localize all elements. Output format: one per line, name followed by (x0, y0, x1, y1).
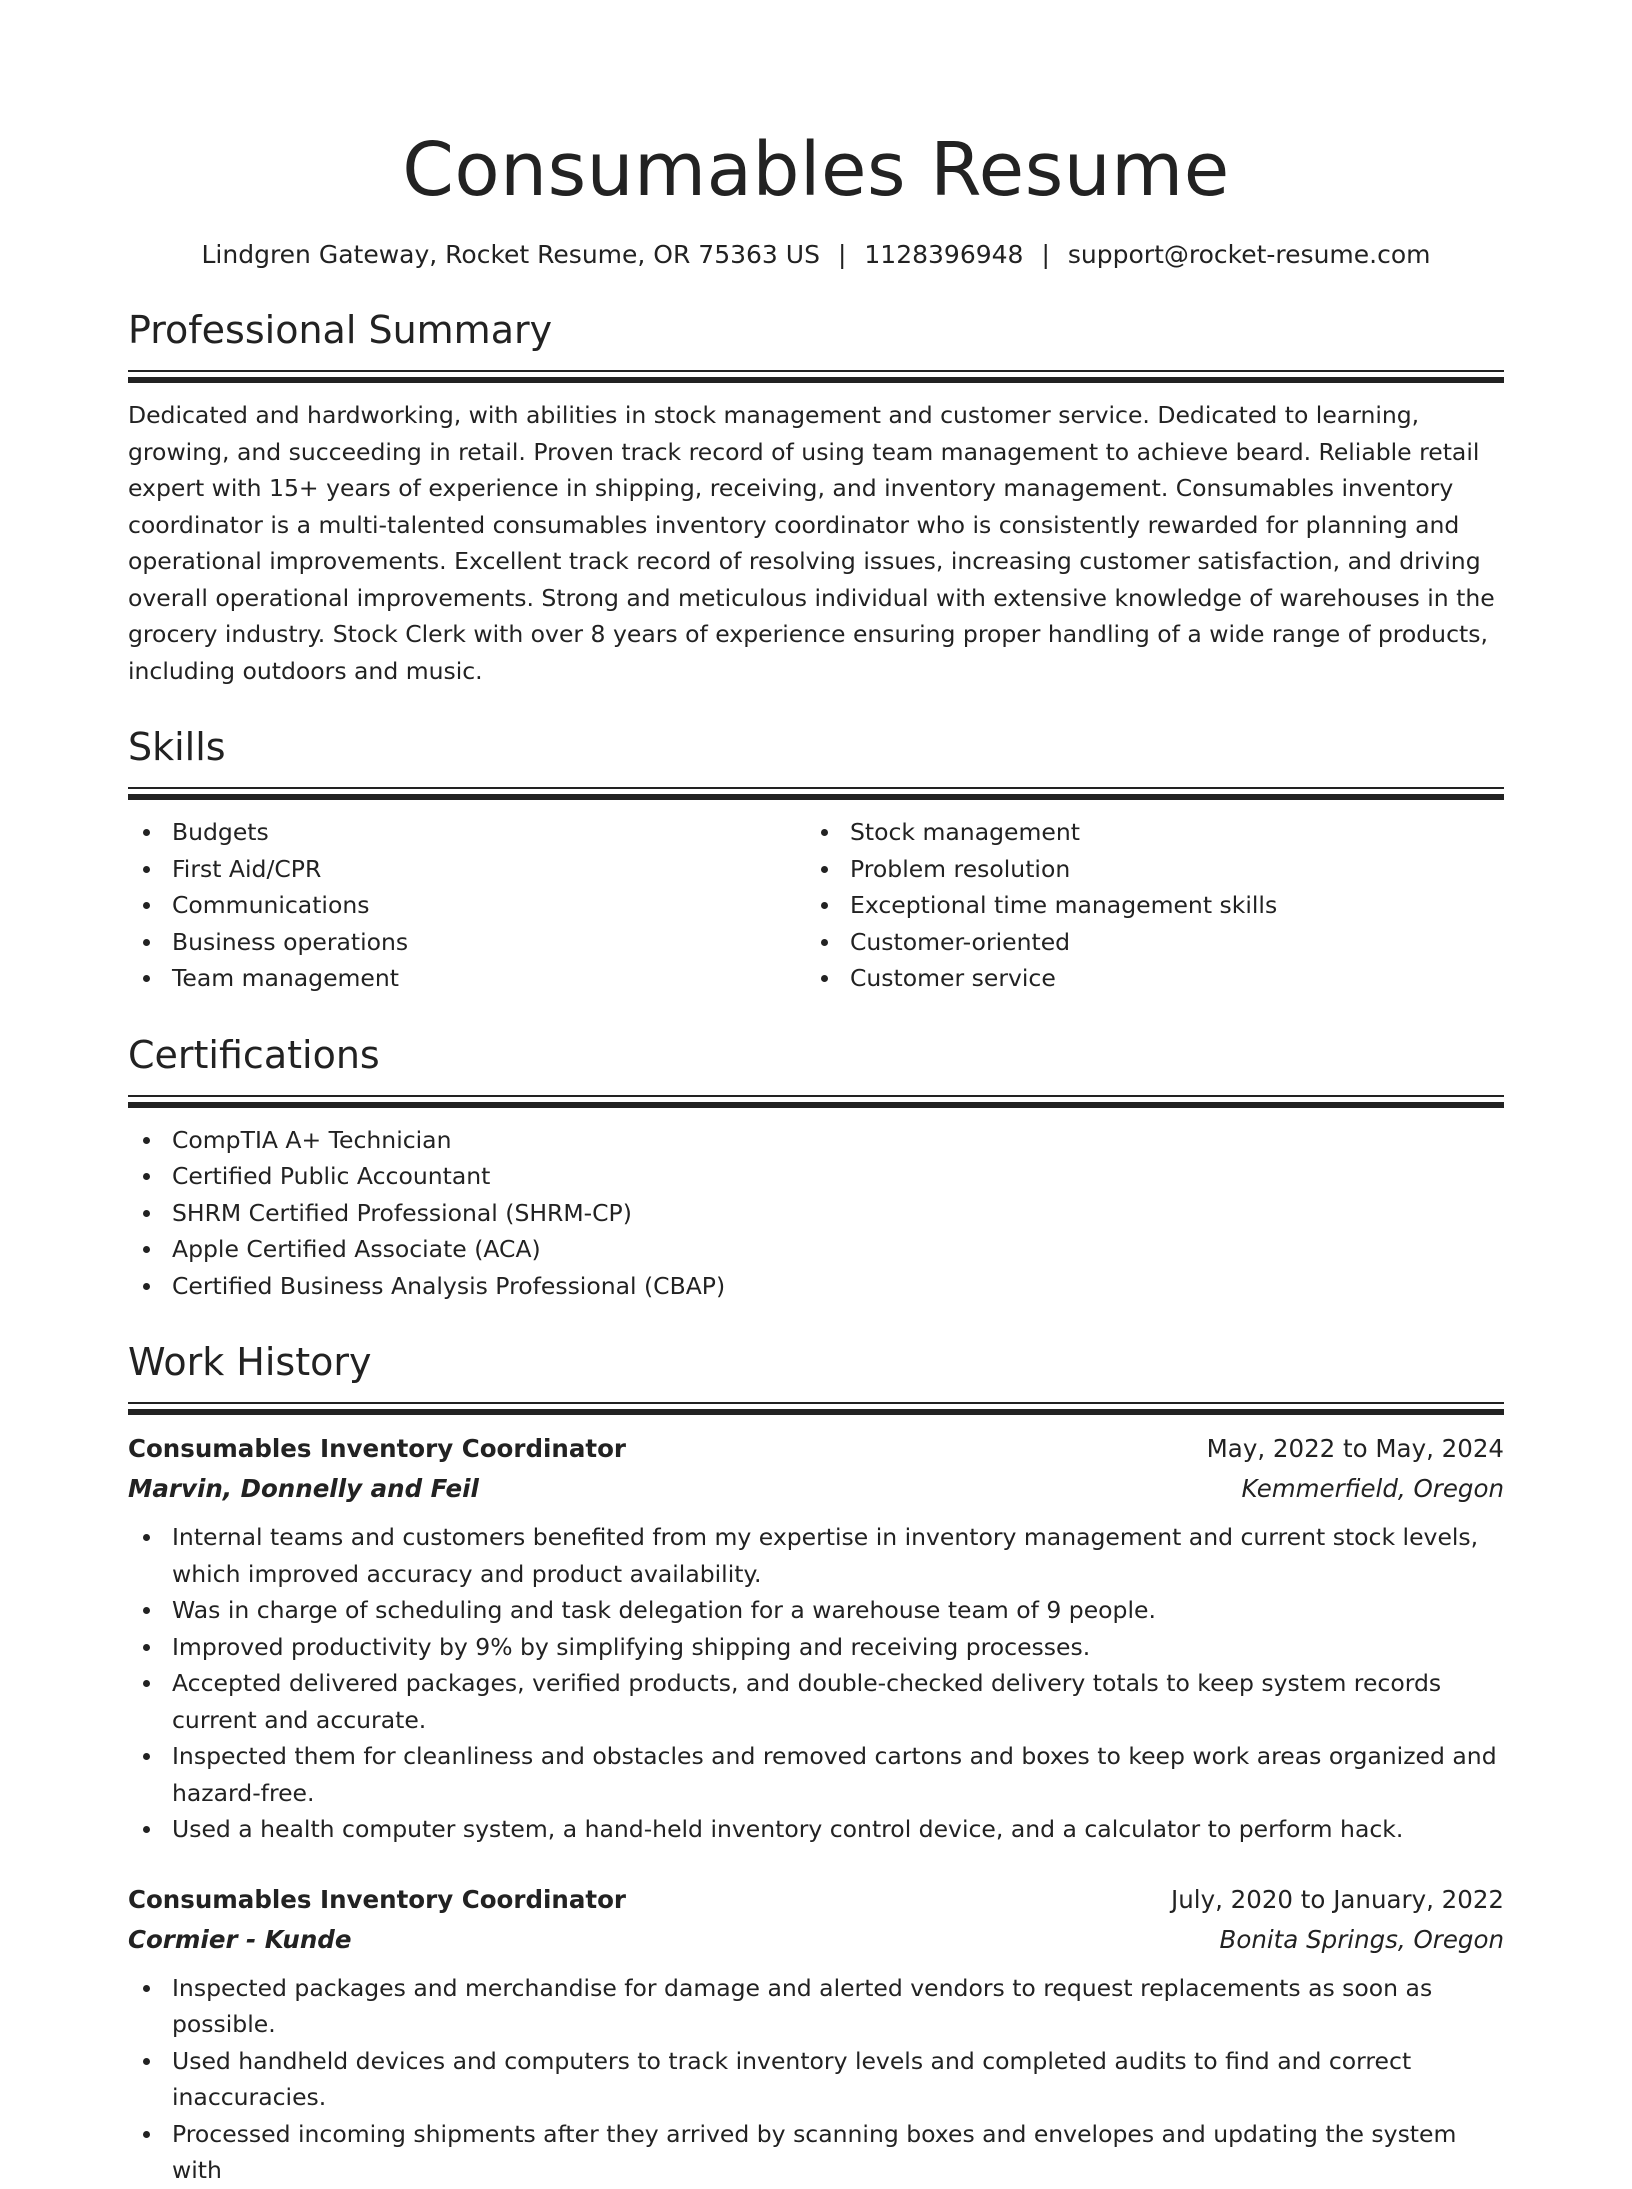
section-divider-thin (128, 787, 1504, 789)
section-title-work-history: Work History (128, 1340, 372, 1384)
summary-text: Dedicated and hardworking, with abilities in stock management and customer service. Dedicated to learning, growing, and succeeding in retail. Proven track record of using team management to achieve beard. Reliable retail expert with 15+ years of experience in shipping, receiving, and inventory management. Consumables inventory coordinator is a multi-talented consumables inventory coordinator who is consistently rewarded for planning and operational improvements. Excellent track record of resolving issues, increasing customer satisfaction, and driving overall operational improvements. Strong and meticulous individual with extensive knowledge of warehouses in the grocery industry. Stock Clerk with over 8 years of experience ensuring proper handling of a wide range of products, including outdoors and music. (128, 401, 1495, 685)
work-history-section (128, 1338, 1504, 2189)
skill-item: First Aid/CPR (128, 851, 806, 888)
resume-page (128, 0, 1504, 2189)
job-header-row (128, 1880, 1504, 1920)
skill-item: Problem resolution (806, 851, 1484, 888)
job-bullet: Used a health computer system, a hand-held inventory control device, and a calculator to perform hack. (128, 1811, 1504, 1848)
contact-address: Lindgren Gateway, Rocket Resume, OR 75363 US (201, 240, 820, 269)
section-title-certifications: Certifications (128, 1032, 380, 1077)
job-bullet: Used handheld devices and computers to track inventory levels and completed audits to find and correct inaccuracies. (128, 2043, 1504, 2116)
certification-item: SHRM Certified Professional (SHRM-CP) (128, 1195, 1504, 1232)
certification-item: Certified Business Analysis Professional (CBAP) (128, 1268, 1504, 1305)
job-bullet: Accepted delivered packages, verified products, and double-checked delivery totals to keep system records current and accurate. (128, 1665, 1504, 1738)
job-bullet: Inspected packages and merchandise for damage and alerted vendors to request replacements as soon as possible. (128, 1970, 1504, 2043)
skills-list-right (806, 814, 1484, 997)
contact-line (128, 238, 1504, 272)
section-divider-thin (128, 370, 1504, 372)
job-bullet: Improved productivity by 9% by simplifying shipping and receiving processes. (128, 1629, 1504, 1666)
section-title-summary: Professional Summary (128, 308, 553, 352)
section-divider-thick (128, 1102, 1504, 1108)
section-divider-thin (128, 1095, 1504, 1097)
summary-section (128, 306, 1504, 689)
certifications-section (128, 1031, 1504, 1305)
job-subheader-row (128, 1920, 1504, 1960)
skill-item: Team management (128, 960, 806, 997)
job-company: Cormier - Kunde (128, 1924, 352, 1954)
contact-separator: | (837, 240, 847, 269)
job-location: Kemmerfield, Oregon (1241, 1474, 1504, 1503)
certification-item: Apple Certified Associate (ACA) (128, 1231, 1504, 1268)
skills-list-left (128, 814, 806, 997)
job-bullet: Processed incoming shipments after they arrived by scanning boxes and envelopes and updating the system with (128, 2116, 1504, 2189)
section-divider-thick (128, 1409, 1504, 1415)
job-title: Consumables Inventory Coordinator (128, 1884, 626, 1914)
job-company: Marvin, Donnelly and Feil (128, 1474, 479, 1503)
skill-item: Budgets (128, 814, 806, 851)
job-dates: May, 2022 to May, 2024 (1206, 1434, 1504, 1463)
contact-phone: 1128396948 (864, 240, 1024, 269)
skills-grid (128, 814, 1504, 997)
section-title-skills: Skills (128, 725, 226, 769)
job-bullet-list (128, 1519, 1504, 1848)
contact-separator: | (1041, 240, 1050, 269)
contact-email: support@rocket-resume.com (1067, 240, 1431, 269)
job-bullet: Was in charge of scheduling and task delegation for a warehouse team of 9 people. (128, 1592, 1504, 1629)
section-divider-thick (128, 794, 1504, 800)
skill-item: Customer-oriented (806, 924, 1484, 961)
job-bullet: Internal teams and customers benefited from my expertise in inventory management and current stock levels, which improved accuracy and product availability. (128, 1519, 1504, 1592)
job-bullet-list (128, 1970, 1504, 2189)
job-bullet: Inspected them for cleanliness and obstacles and removed cartons and boxes to keep work areas organized and hazard-free. (128, 1738, 1504, 1811)
job-title: Consumables Inventory Coordinator (128, 1434, 626, 1463)
skill-item: Business operations (128, 924, 806, 961)
skill-item: Customer service (806, 960, 1484, 997)
job-dates: July, 2020 to January, 2022 (1171, 1884, 1504, 1914)
skill-item: Communications (128, 887, 806, 924)
job-header-row (128, 1429, 1504, 1469)
skills-section (128, 723, 1504, 997)
resume-name: Consumables Resume (402, 127, 1230, 213)
skill-item: Stock management (806, 814, 1484, 851)
skill-item: Exceptional time management skills (806, 887, 1484, 924)
certification-item: Certified Public Accountant (128, 1158, 1504, 1195)
certification-item: CompTIA A+ Technician (128, 1122, 1504, 1159)
job-subheader-row (128, 1469, 1504, 1509)
section-divider-thick (128, 377, 1504, 383)
certifications-list (128, 1122, 1504, 1305)
section-divider-thin (128, 1402, 1504, 1404)
job-location: Bonita Springs, Oregon (1219, 1924, 1504, 1954)
job-entry (128, 1880, 1504, 2189)
job-entry (128, 1429, 1504, 1848)
